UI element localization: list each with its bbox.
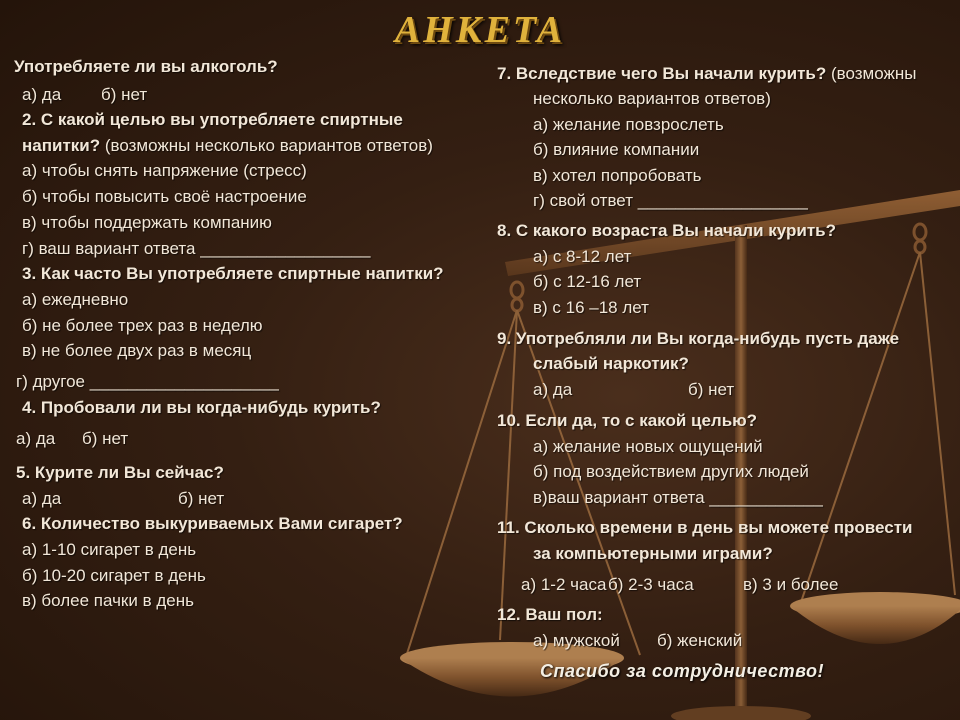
- question-7-note: (возможны: [826, 64, 917, 83]
- q2-option-b: б) чтобы повысить своё настроение: [22, 187, 307, 206]
- q9-option-a: а) да: [533, 380, 573, 399]
- q11-option-b: б) 2-3 часа: [608, 575, 694, 594]
- q11-option-a: а) 1-2 часа: [521, 575, 607, 594]
- question-7-label: 7. Вследствие чего Вы начали курить?: [497, 64, 827, 83]
- question-1: Употребляете ли вы алкоголь?: [14, 57, 278, 76]
- q10-option-b: б) под воздействием других людей: [533, 462, 809, 481]
- q10-option-a: а) желание новых ощущений: [533, 437, 763, 456]
- q12-option-b: б) женский: [657, 631, 743, 650]
- q1-option-a: а) да: [22, 85, 62, 104]
- question-7-line1: [497, 63, 916, 84]
- question-2-note: (возможны несколько вариантов ответов): [100, 136, 433, 155]
- question-5: 5. Курите ли Вы сейчас?: [16, 463, 224, 482]
- q5-option-a: а) да: [22, 489, 62, 508]
- q3-option-c: в) не более двух раз в месяц: [22, 341, 252, 360]
- q9-option-b: б) нет: [688, 380, 735, 399]
- question-6: 6. Количество выкуриваемых Вами сигарет?: [22, 514, 403, 533]
- q1-option-b: б) нет: [101, 85, 148, 104]
- q3-option-a: а) ежедневно: [22, 290, 129, 309]
- question-11-line1: 11. Сколько времени в день вы можете провести: [497, 518, 913, 537]
- q10-option-c: в)ваш вариант ответа ____________: [533, 488, 823, 507]
- q8-option-b: б) с 12-16 лет: [533, 272, 642, 291]
- question-9-line2: слабый наркотик?: [533, 354, 689, 373]
- q5-option-b: б) нет: [178, 489, 225, 508]
- q4-option-a: а) да: [16, 429, 56, 448]
- question-3: 3. Как часто Вы употребляете спиртные напитки?: [22, 264, 444, 283]
- q3-option-d: г) другое ____________________: [16, 372, 279, 391]
- question-9-line1: 9. Употребляли ли Вы когда-нибудь пусть даже: [497, 329, 900, 348]
- question-7-line2: несколько вариантов ответов): [533, 89, 771, 108]
- q7-option-c: в) хотел попробовать: [533, 166, 702, 185]
- question-10: 10. Если да, то с какой целью?: [497, 411, 758, 430]
- q3-option-b: б) не более трех раз в неделю: [22, 316, 263, 335]
- thanks-message: Спасибо за сотрудничество!: [540, 661, 825, 681]
- q7-option-d: г) свой ответ __________________: [533, 191, 808, 210]
- question-2-line1: 2. С какой целью вы употребляете спиртные: [22, 110, 403, 129]
- question-2-label: напитки?: [22, 136, 101, 155]
- q7-option-b: б) влияние компании: [533, 140, 700, 159]
- page-title: АНКЕТА: [394, 9, 566, 51]
- q6-option-a: а) 1-10 сигарет в день: [22, 540, 197, 559]
- q4-option-b: б) нет: [82, 429, 129, 448]
- question-11-line2: за компьютерными играми?: [533, 544, 773, 563]
- q2-option-d: г) ваш вариант ответа __________________: [22, 239, 371, 258]
- q2-option-c: в) чтобы поддержать компанию: [22, 213, 272, 232]
- q8-option-c: в) с 16 –18 лет: [533, 298, 649, 317]
- question-2-line2: [22, 135, 433, 156]
- q7-option-a: а) желание повзрослеть: [533, 115, 724, 134]
- question-12: 12. Ваш пол:: [497, 605, 603, 624]
- q6-option-b: б) 10-20 сигарет в день: [22, 566, 206, 585]
- q6-option-c: в) более пачки в день: [22, 591, 194, 610]
- question-8: 8. С какого возраста Вы начали курить?: [497, 221, 836, 240]
- q11-option-c: в) 3 и более: [743, 575, 839, 594]
- q2-option-a: а) чтобы снять напряжение (стресс): [22, 161, 307, 180]
- q12-option-a: а) мужской: [533, 631, 620, 650]
- q8-option-a: а) с 8-12 лет: [533, 247, 632, 266]
- question-4: 4. Пробовали ли вы когда-нибудь курить?: [22, 398, 381, 417]
